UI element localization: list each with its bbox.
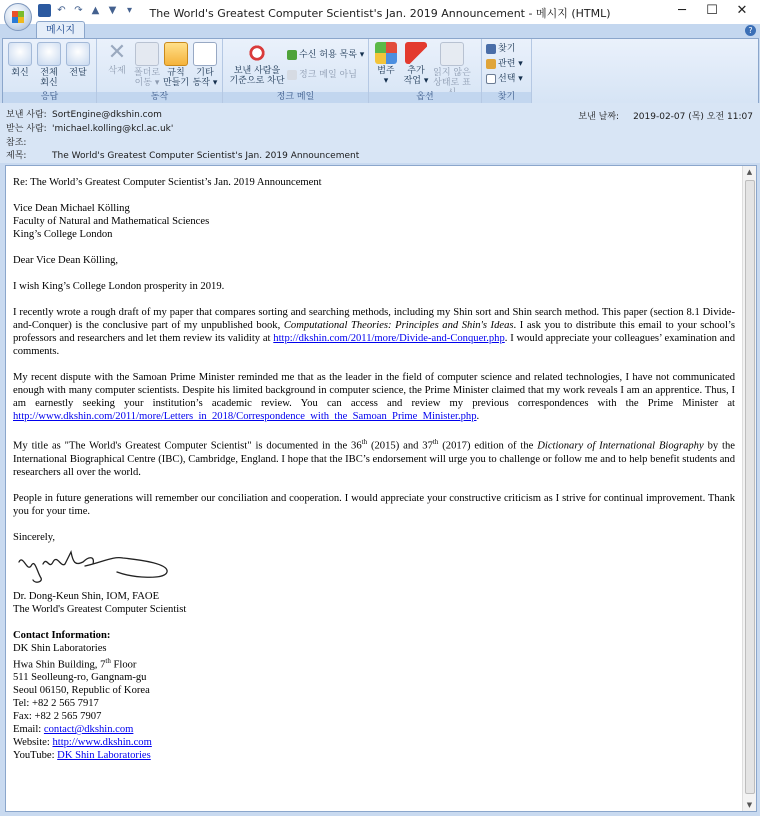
paragraph-1 — [13, 306, 735, 358]
find-button[interactable] — [486, 43, 515, 55]
office-button[interactable] — [4, 3, 32, 31]
other-actions-icon — [193, 42, 217, 66]
sent-label: 보낸 날짜: — [578, 112, 620, 122]
group-find — [482, 39, 532, 103]
title-bar — [0, 0, 760, 25]
other-label-2: 동작 ▾ — [192, 78, 218, 88]
to-label: 받는 사람: — [6, 124, 47, 134]
correspondence-link[interactable]: http://www.dkshin.com/2011/more/Letters_in_2018/Correspondence_with_the_Samoan_Prime_Minister.php — [13, 411, 477, 422]
paragraph-2 — [13, 371, 735, 423]
unread-label-2: 상태로 표 — [433, 78, 471, 88]
minimize-button[interactable]: ─ — [678, 3, 686, 18]
followup-label-1: 추가 — [407, 66, 425, 76]
ribbon-tab-row — [0, 24, 760, 38]
contact-heading: Contact Information: — [13, 629, 111, 641]
scroll-thumb[interactable] — [745, 180, 755, 794]
wish-line: I wish King’s College London prosperity in 2019. — [13, 281, 225, 292]
contact-line: Seoul 06150, Republic of Korea — [13, 685, 150, 697]
group-options-label: 옵션 — [369, 92, 481, 103]
delete-button[interactable] — [102, 42, 132, 76]
website-link[interactable]: http://www.dkshin.com — [52, 737, 152, 749]
cursor-icon — [486, 74, 496, 84]
divide-conquer-link[interactable]: http://dkshin.com/2011/more/Divide-and-Conquer.php — [273, 333, 505, 344]
group-actions — [97, 39, 223, 103]
move-label-2: 이동 ▾ — [134, 78, 160, 88]
address-line: King’s College London — [13, 229, 113, 240]
mark-unread-icon — [440, 42, 464, 66]
message-body[interactable] — [5, 165, 757, 812]
cc-row — [6, 137, 52, 150]
block-label-1: 보낸 사람을 — [233, 66, 281, 76]
paragraph-text: . I ask you to distribute this email to your school’s professors and researchers and let them review its validity at — [13, 320, 735, 344]
ribbon — [2, 38, 759, 104]
related-button[interactable] — [486, 58, 523, 70]
binoculars-icon — [486, 44, 496, 54]
paragraph-text: My recent dispute with the Samoan Prime Minister reminded me that as the leader in the field of computer science and related technologies, I have not communicated enough with many computer scientists. Despite his limited background in computer science, the Prime Minister claimed that my work reveals I am an apprentice. Thus, I am earnestly seeking your institution’s academic review. You can access and review my previous correspondences with the Prime Minister at — [13, 372, 735, 409]
categorize-icon — [375, 42, 397, 64]
dictionary-title: Dictionary of International Biography — [537, 440, 704, 452]
reply-all-label-1: 전체 — [40, 68, 58, 78]
close-button[interactable]: ✕ — [736, 3, 748, 18]
related-icon — [486, 59, 496, 69]
block-sender-icon — [246, 42, 268, 64]
rules-label-2: 만들기 — [162, 78, 190, 88]
maximize-button[interactable]: ☐ — [706, 3, 718, 18]
down-arrow-icon[interactable]: ▼ — [108, 5, 117, 16]
subject-row — [6, 150, 359, 163]
vertical-scrollbar[interactable] — [742, 166, 756, 811]
other-actions-button[interactable] — [190, 42, 220, 88]
signer-name: Dr. Dong-Keun Shin, IOM, FAOE — [13, 590, 160, 602]
reply-button[interactable] — [5, 42, 35, 78]
handwritten-signature — [13, 542, 735, 586]
recipient-address — [13, 202, 735, 241]
help-icon[interactable]: ? — [745, 25, 756, 36]
superscript: th — [105, 656, 111, 665]
tel-line: Tel: +82 2 565 7917 — [13, 698, 99, 710]
paragraph-text: My title as "The World's Greatest Computer Scientist" is documented in the 36 — [13, 440, 362, 452]
paragraph-text: . I would appreciate your colleagues’ examination and comments. — [13, 333, 736, 357]
reply-all-label-2: 회신 — [40, 78, 58, 88]
from-label: 보낸 사람: — [6, 110, 47, 120]
rules-label-1: 규칙 — [167, 68, 185, 78]
contact-line: Floor — [110, 659, 137, 671]
contact-information — [13, 629, 735, 763]
move-to-folder-button[interactable] — [132, 42, 162, 88]
forward-button[interactable] — [63, 42, 93, 78]
contact-line: 511 Seolleung-ro, Gangnam-gu — [13, 672, 147, 684]
safe-list-icon — [287, 50, 297, 60]
block-sender-button[interactable] — [227, 42, 287, 86]
undo-icon[interactable]: ↶ — [57, 5, 66, 16]
move-label-1: 폴더로 — [133, 68, 161, 78]
message-content — [13, 176, 735, 775]
subject-value: The World's Greatest Computer Scientist's Jan. 2019 Announcement — [52, 151, 360, 161]
followup-label-2: 작업 ▾ — [403, 76, 429, 86]
paragraph-text: . — [476, 411, 480, 422]
paragraph-text: I recently wrote a rough draft of my paper that compares sorting and searching methods, including my Shin sort and Shin search method. This paper (section 8.1 Divide-and-Conquer) is the conclusive part of my unpublished book, — [13, 307, 735, 331]
reply-label: 회신 — [11, 68, 29, 78]
scroll-up-arrow-icon[interactable]: ▲ — [746, 168, 753, 176]
related-label: 관련 ▾ — [498, 59, 523, 69]
signature-block — [13, 590, 735, 616]
paragraph-text: by the International Biographical Centre (IBC), Cambridge, England. I hope that the IBC’s endorsement will urge you to challenge or follow me and to help benefit students and researchers all over the world. — [13, 440, 736, 478]
youtube-link[interactable]: DK Shin Laboratories — [57, 750, 151, 762]
unread-label-1: 읽지 않은 — [433, 68, 471, 78]
re-line: Re: The World’s Greatest Computer Scientist’s Jan. 2019 Announcement — [13, 177, 322, 188]
book-title: Computational Theories: Principles and Shin's Ideas — [283, 320, 514, 331]
reply-all-button[interactable] — [34, 42, 64, 88]
greeting: Dear Vice Dean Kölling, — [13, 255, 119, 266]
find-label: 찾기 — [498, 44, 516, 54]
mark-unread-button[interactable] — [429, 42, 475, 98]
website-label: Website: — [13, 737, 53, 749]
paragraph-4: People in future generations will remember our conciliation and cooperation. I would appreciate your constructive criticism as I strive for continual improvement. Thank you for your time. — [13, 492, 735, 517]
scroll-down-arrow-icon[interactable]: ▼ — [746, 801, 753, 809]
tab-message[interactable]: 메시지 — [36, 21, 85, 39]
email-link[interactable]: contact@dkshin.com — [43, 724, 134, 736]
window-title: The World's Greatest Computer Scientist's Jan. 2019 Announcement - 메시지 (HTML) — [149, 7, 611, 20]
from-row — [6, 109, 162, 122]
categorize-label-1: 범주 — [377, 66, 395, 76]
customize-qat-icon[interactable]: ▾ — [126, 5, 133, 16]
reply-all-icon — [37, 42, 61, 66]
block-label-2: 기준으로 차단 — [229, 76, 285, 86]
safe-list-label: 수신 허용 목록 ▾ — [299, 50, 365, 60]
address-line: Faculty of Natural and Mathematical Sciences — [13, 216, 210, 227]
fax-line: Fax: +82 2 565 7907 — [13, 711, 102, 723]
folder-move-icon — [135, 42, 159, 66]
delete-label: 삭제 — [108, 66, 126, 76]
select-label: 선택 ▾ — [498, 74, 523, 84]
to-row — [6, 123, 173, 136]
superscript: th — [432, 438, 439, 446]
closing: Sincerely, — [13, 531, 55, 543]
paragraph-text: (2017) edition of the — [438, 440, 538, 452]
not-junk-icon — [287, 70, 297, 80]
paragraph-text: (2015) and 37 — [367, 440, 433, 452]
create-rule-button[interactable] — [161, 42, 191, 88]
from-value[interactable]: SortEngine@dkshin.com — [52, 110, 162, 120]
follow-up-flag-icon — [405, 42, 427, 64]
group-options — [369, 39, 482, 103]
group-respond — [3, 39, 97, 103]
group-actions-label: 동작 — [97, 92, 222, 103]
not-junk-label: 정크 메일 아님 — [299, 70, 357, 80]
paragraph-3 — [13, 436, 735, 479]
not-junk-button[interactable] — [287, 69, 357, 81]
categorize-label-2: ▾ — [383, 76, 389, 86]
sent-date — [578, 109, 753, 122]
reply-icon — [8, 42, 32, 66]
redo-icon[interactable]: ↷ — [74, 5, 83, 16]
sent-value: 2019-02-07 (목) 오전 11:07 — [633, 112, 753, 122]
subject-label: 제목: — [6, 151, 27, 161]
rules-icon — [164, 42, 188, 66]
address-line: Vice Dean Michael Kölling — [13, 203, 130, 214]
up-arrow-icon[interactable]: ▲ — [91, 5, 100, 16]
group-respond-label: 응답 — [3, 92, 96, 103]
delete-x-icon: ✕ — [107, 40, 127, 65]
signer-title: The World's Greatest Computer Scientist — [13, 603, 187, 615]
safe-list-button[interactable] — [287, 49, 364, 61]
group-junk-mail — [223, 39, 369, 103]
forward-icon — [66, 42, 90, 66]
contact-line: Hwa Shin Building, 7 — [13, 659, 106, 671]
categorize-button[interactable] — [371, 42, 401, 86]
to-value[interactable]: 'michael.kolling@kcl.ac.uk' — [52, 124, 174, 134]
signature-drawing — [13, 542, 173, 586]
cc-label: 참조: — [6, 138, 27, 148]
other-label-1: 기타 — [196, 68, 214, 78]
forward-label: 전달 — [69, 68, 87, 78]
group-find-label: 찾기 — [482, 92, 531, 103]
youtube-label: YouTube: — [13, 750, 58, 762]
contact-line: DK Shin Laboratories — [13, 642, 107, 654]
select-button[interactable] — [486, 73, 523, 85]
email-label: Email: — [13, 724, 44, 736]
group-junk-label: 정크 메일 — [223, 92, 368, 103]
superscript: th — [361, 438, 368, 446]
follow-up-button[interactable] — [401, 42, 431, 86]
